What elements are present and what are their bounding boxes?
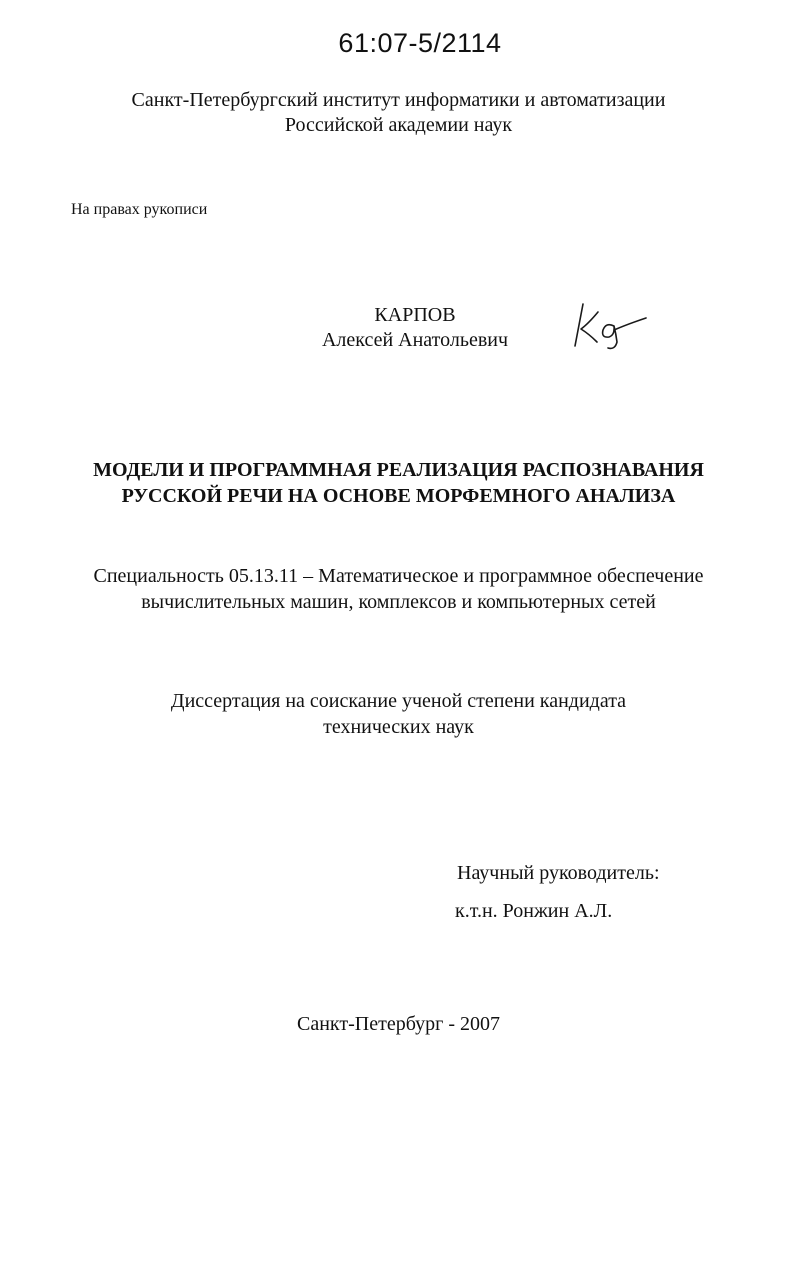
specialty-line-2: вычислительных машин, комплексов и компьютерных сетей	[141, 591, 656, 613]
title-line-1: МОДЕЛИ И ПРОГРАММНАЯ РЕАЛИЗАЦИЯ РАСПОЗНАВАНИЯ	[93, 459, 704, 481]
specialty-line-1: Специальность 05.13.11 – Математическое и программное обеспечение	[93, 565, 704, 587]
document-code: 61:07-5/2114	[338, 28, 502, 58]
institute-line-2: Российской академии наук	[284, 114, 513, 136]
specialty	[0, 563, 797, 615]
author-surname: КАРПОВ	[374, 304, 456, 326]
city-year: Санкт-Петербург - 2007	[297, 1013, 500, 1035]
degree-line-1: Диссертация на соискание ученой степени кандидата	[170, 690, 627, 712]
supervisor-name: к.т.н. Ронжин А.Л.	[455, 900, 613, 922]
degree-statement	[0, 688, 797, 740]
dissertation-title	[0, 457, 797, 509]
handwritten-signature-icon	[570, 296, 652, 352]
supervisor-label: Научный руководитель:	[457, 862, 660, 884]
institute-line-1: Санкт-Петербургский институт информатики и автоматизации	[131, 89, 666, 111]
institute-name	[0, 88, 797, 138]
title-line-2: РУССКОЙ РЕЧИ НА ОСНОВЕ МОРФЕМНОГО АНАЛИЗА	[121, 485, 676, 507]
author-given-names: Алексей Анатольевич	[321, 329, 509, 351]
degree-line-2: технических наук	[323, 716, 474, 738]
rights-notice: На правах рукописи	[71, 201, 208, 218]
